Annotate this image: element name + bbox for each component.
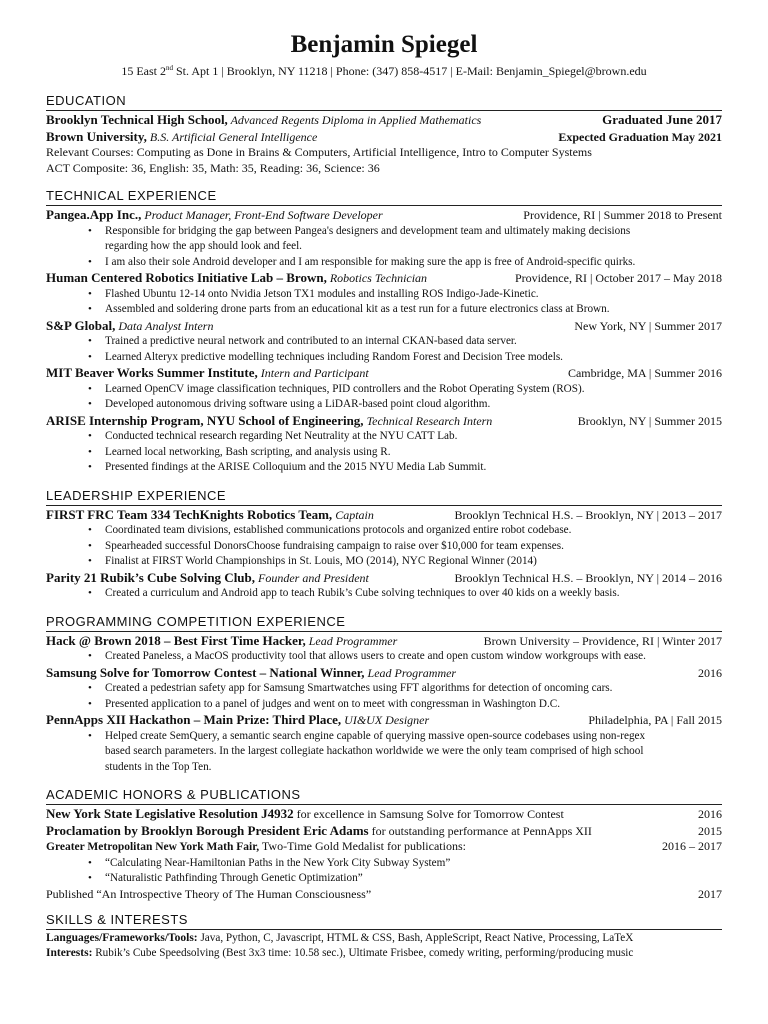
experience-entry	[46, 633, 722, 650]
entry-location-date: Brooklyn Technical H.S. – Brooklyn, NY | 2013 – 2017	[454, 507, 722, 522]
honor-item	[46, 823, 722, 840]
entry-org: Brooklyn Technical High School,	[46, 112, 228, 127]
bullet-item: • Created Paneless, a MacOS productivity tool that allows users to create and open custom window workgroups with ease.	[46, 649, 722, 665]
bullet-list	[46, 334, 722, 365]
entry-role: Intern and Participant	[257, 366, 369, 380]
experience-entry	[46, 270, 722, 287]
test-scores: ACT Composite: 36, English: 35, Math: 35, Reading: 36, Science: 36	[46, 160, 380, 175]
entry-role: Technical Research Intern	[363, 413, 493, 428]
entry-location-date: Cambridge, MA | Summer 2016	[567, 366, 722, 380]
bullet-list	[46, 649, 722, 665]
honor-year: 2016 – 2017	[662, 839, 722, 853]
bullet-item: • Coordinated team divisions, established communications protocols and organized entire robot codebase.	[46, 523, 722, 539]
contact-line	[46, 60, 722, 79]
entry-location-date: New York, NY | Summer 2017	[574, 318, 722, 333]
languages-text: Java, Python, C, Javascript, HTML & CSS, Bash, AppleScript, React Native, Processing, LaTeX	[197, 932, 634, 944]
experience-entry	[46, 712, 722, 729]
entry-role: Lead Programmer	[305, 633, 398, 648]
education-entry	[46, 129, 722, 146]
education-entry	[46, 112, 722, 129]
bullet-list	[46, 681, 722, 712]
bullet-item: • Assembled and soldering drone parts from an educational kit as a test run for a future electronics class at Brown.	[46, 302, 722, 318]
bullet-item: • I am also their sole Android developer and I am responsible for making sure the app is free of Android-specific quirks.	[46, 255, 722, 271]
competition-section	[46, 614, 722, 776]
section-title: LEADERSHIP EXPERIENCE	[46, 488, 722, 506]
entry-location-date: Providence, RI | Summer 2018 to Present	[523, 208, 722, 222]
skills-section	[46, 912, 722, 961]
bullet-item: • Flashed Ubuntu 12-14 onto Nvidia Jetson TX1 modules and installing ROS Indigo-Jade-Kinetic.	[46, 287, 722, 303]
bullet-item: • Finalist at FIRST World Championships in St. Louis, MO (2014), NYC Regional Winner (2014)	[46, 554, 722, 570]
honor-year: 2016	[698, 807, 722, 821]
entry-role: Captain	[332, 507, 374, 522]
bullet-list	[46, 856, 722, 887]
bullet-item: • Learned OpenCV image classification techniques, PID controllers and the Robot Operating System (ROS).	[46, 382, 722, 398]
bullet-list	[46, 523, 722, 570]
entry-location-date: Providence, RI | October 2017 – May 2018	[514, 271, 722, 285]
bullet-item: • Helped create SemQuery, a semantic search engine capable of querying massive open-source codebases using non-regex based search parameters. In the largest collegiate hackathon worldwide we were the only team comprised of high school students in the Top Ten.	[46, 729, 722, 776]
experience-entry	[46, 318, 722, 335]
entry-role: Data Analyst Intern	[115, 318, 214, 333]
interests-line	[46, 946, 722, 961]
honor-item	[46, 839, 722, 856]
bullet-list	[46, 287, 722, 318]
bullet-item: • Responsible for bridging the gap between Pangea's designers and development team and ultimately making decisions regarding how the app should look and feel.	[46, 224, 722, 255]
entry-org: MIT Beaver Works Summer Institute,	[46, 365, 258, 380]
experience-entry	[46, 413, 722, 430]
experience-entry	[46, 665, 722, 682]
experience-entry	[46, 365, 722, 382]
resume-name: Benjamin Spiegel	[290, 31, 478, 58]
bullet-item: • Created a curriculum and Android app to teach Rubik’s Cube solving techniques to over 40 kids on a weekly basis.	[46, 586, 722, 602]
interests-label: Interests:	[46, 947, 93, 959]
honor-item	[46, 806, 722, 823]
section-title: PROGRAMMING COMPETITION EXPERIENCE	[46, 614, 722, 632]
bullet-list	[46, 224, 722, 271]
courses-label: Relevant Courses:	[46, 145, 134, 159]
bullet-item: • Developed autonomous driving software using a LiDAR-based point cloud algorithm.	[46, 397, 722, 413]
bullet-item: • Learned local networking, Bash scripting, and analysis using R.	[46, 445, 722, 461]
entry-role: Robotics Technician	[326, 271, 428, 285]
honor-name: Greater Metropolitan New York Math Fair,	[46, 841, 260, 853]
bullet-item: • “Naturalistic Pathfinding Through Genetic Optimization”	[46, 871, 722, 887]
experience-entry	[46, 507, 722, 524]
publication-year: 2017	[698, 886, 722, 901]
entry-org: Pangea.App Inc.,	[46, 207, 142, 222]
entry-location-date: Brooklyn Technical H.S. – Brooklyn, NY | 2014 – 2016	[454, 570, 722, 585]
entry-role: Founder and President	[255, 570, 369, 585]
entry-location-date: 2016	[698, 665, 722, 680]
bullet-list	[46, 586, 722, 602]
honor-text: for excellence in Samsung Solve for Tomorrow Contest	[293, 807, 564, 821]
section-title: TECHNICAL EXPERIENCE	[46, 188, 722, 206]
entry-org: PennApps XII Hackathon – Main Prize: Third Place,	[46, 712, 342, 727]
bullet-item: • Trained a predictive neural network and contributed to an internal CKAN-based data server.	[46, 334, 722, 350]
entry-date: Graduated June 2017	[602, 112, 722, 127]
bullet-item: • Created a pedestrian safety app for Samsung Smartwatches using FFT algorithms for detection of oncoming cars.	[46, 681, 722, 697]
entry-org: S&P Global,	[46, 317, 116, 333]
entry-location-date: Philadelphia, PA | Fall 2015	[588, 713, 722, 727]
bullet-list	[46, 429, 722, 476]
entry-role: Product Manager, Front-End Software Developer	[141, 208, 383, 222]
entry-org: Parity 21 Rubik’s Cube Solving Club,	[46, 569, 256, 585]
honor-year: 2015	[698, 823, 722, 838]
section-title: EDUCATION	[46, 93, 722, 111]
bullet-item: • Presented application to a panel of judges and went on to meet with congressman in Washington D.C.	[46, 697, 722, 713]
entry-org: Samsung Solve for Tomorrow Contest – National Winner,	[46, 664, 365, 680]
bullet-list	[46, 729, 722, 776]
honors-section	[46, 787, 722, 902]
publication-text: Published “An Introspective Theory of The Human Consciousness”	[46, 886, 372, 901]
education-section	[46, 93, 722, 176]
languages-label: Languages/Frameworks/Tools:	[46, 932, 198, 944]
leadership-section	[46, 488, 722, 602]
entry-org: ARISE Internship Program, NYU School of Engineering,	[46, 412, 364, 428]
section-title: ACADEMIC HONORS & PUBLICATIONS	[46, 787, 722, 805]
contact-superscript: nd	[166, 64, 173, 72]
honor-text: for outstanding performance at PennApps XII	[368, 823, 592, 838]
entry-role: Lead Programmer	[364, 665, 457, 680]
bullet-item: • Conducted technical research regarding Net Neutrality at the NYU CATT Lab.	[46, 429, 722, 445]
resume-page	[46, 30, 722, 961]
publication-item	[46, 887, 722, 903]
bullet-item: • Learned Alteryx predictive modelling techniques including Random Forest and Decision Tree models.	[46, 350, 722, 366]
bullet-list	[46, 382, 722, 413]
section-title: SKILLS & INTERESTS	[46, 912, 722, 930]
contact-address-rest: St. Apt 1 | Brooklyn, NY 11218 | Phone: (347) 858-4517 | E-Mail: Benjamin_Spiegel@brown.edu	[173, 64, 647, 78]
honor-name: Proclamation by Brooklyn Borough President Eric Adams	[46, 822, 369, 838]
honor-text: Two-Time Gold Medalist for publications:	[259, 839, 466, 853]
technical-section	[46, 188, 722, 476]
courses-text: Computing as Done in Brains & Computers, Artificial Intelligence, Intro to Computer Systems	[133, 145, 592, 159]
entry-role: UI&UX Designer	[341, 713, 430, 727]
interests-text: Rubik’s Cube Speedsolving (Best 3x3 time: 10.58 sec.), Ultimate Frisbee, comedy writing, performing/producing music	[92, 947, 634, 959]
honor-name: New York State Legislative Resolution J4932	[46, 806, 294, 821]
bullet-item: • “Calculating Near-Hamiltonian Paths in the New York City Subway System”	[46, 856, 722, 872]
entry-location-date: Brown University – Providence, RI | Winter 2017	[483, 633, 722, 648]
relevant-courses	[46, 145, 722, 161]
entry-org: Brown University,	[46, 128, 147, 144]
experience-entry	[46, 570, 722, 587]
entry-role: B.S. Artificial General Intelligence	[146, 129, 318, 144]
entry-org: Human Centered Robotics Initiative Lab – Brown,	[46, 270, 327, 285]
bullet-item: • Spearheaded successful DonorsChoose fundraising campaign to raise over $10,000 for team expenses.	[46, 539, 722, 555]
experience-entry	[46, 207, 722, 224]
entry-date: Expected Graduation May 2021	[558, 129, 722, 144]
entry-location-date: Brooklyn, NY | Summer 2015	[577, 413, 722, 428]
contact-address-start: 15 East 2	[121, 64, 166, 78]
languages-line	[46, 931, 722, 946]
bullet-item: • Presented findings at the ARISE Colloquium and the 2015 NYU Media Lab Summit.	[46, 460, 722, 476]
entry-org: FIRST FRC Team 334 TechKnights Robotics Team,	[46, 506, 333, 522]
entry-org: Hack @ Brown 2018 – Best First Time Hacker,	[46, 632, 306, 648]
entry-role: Advanced Regents Diploma in Applied Mathematics	[227, 113, 482, 127]
